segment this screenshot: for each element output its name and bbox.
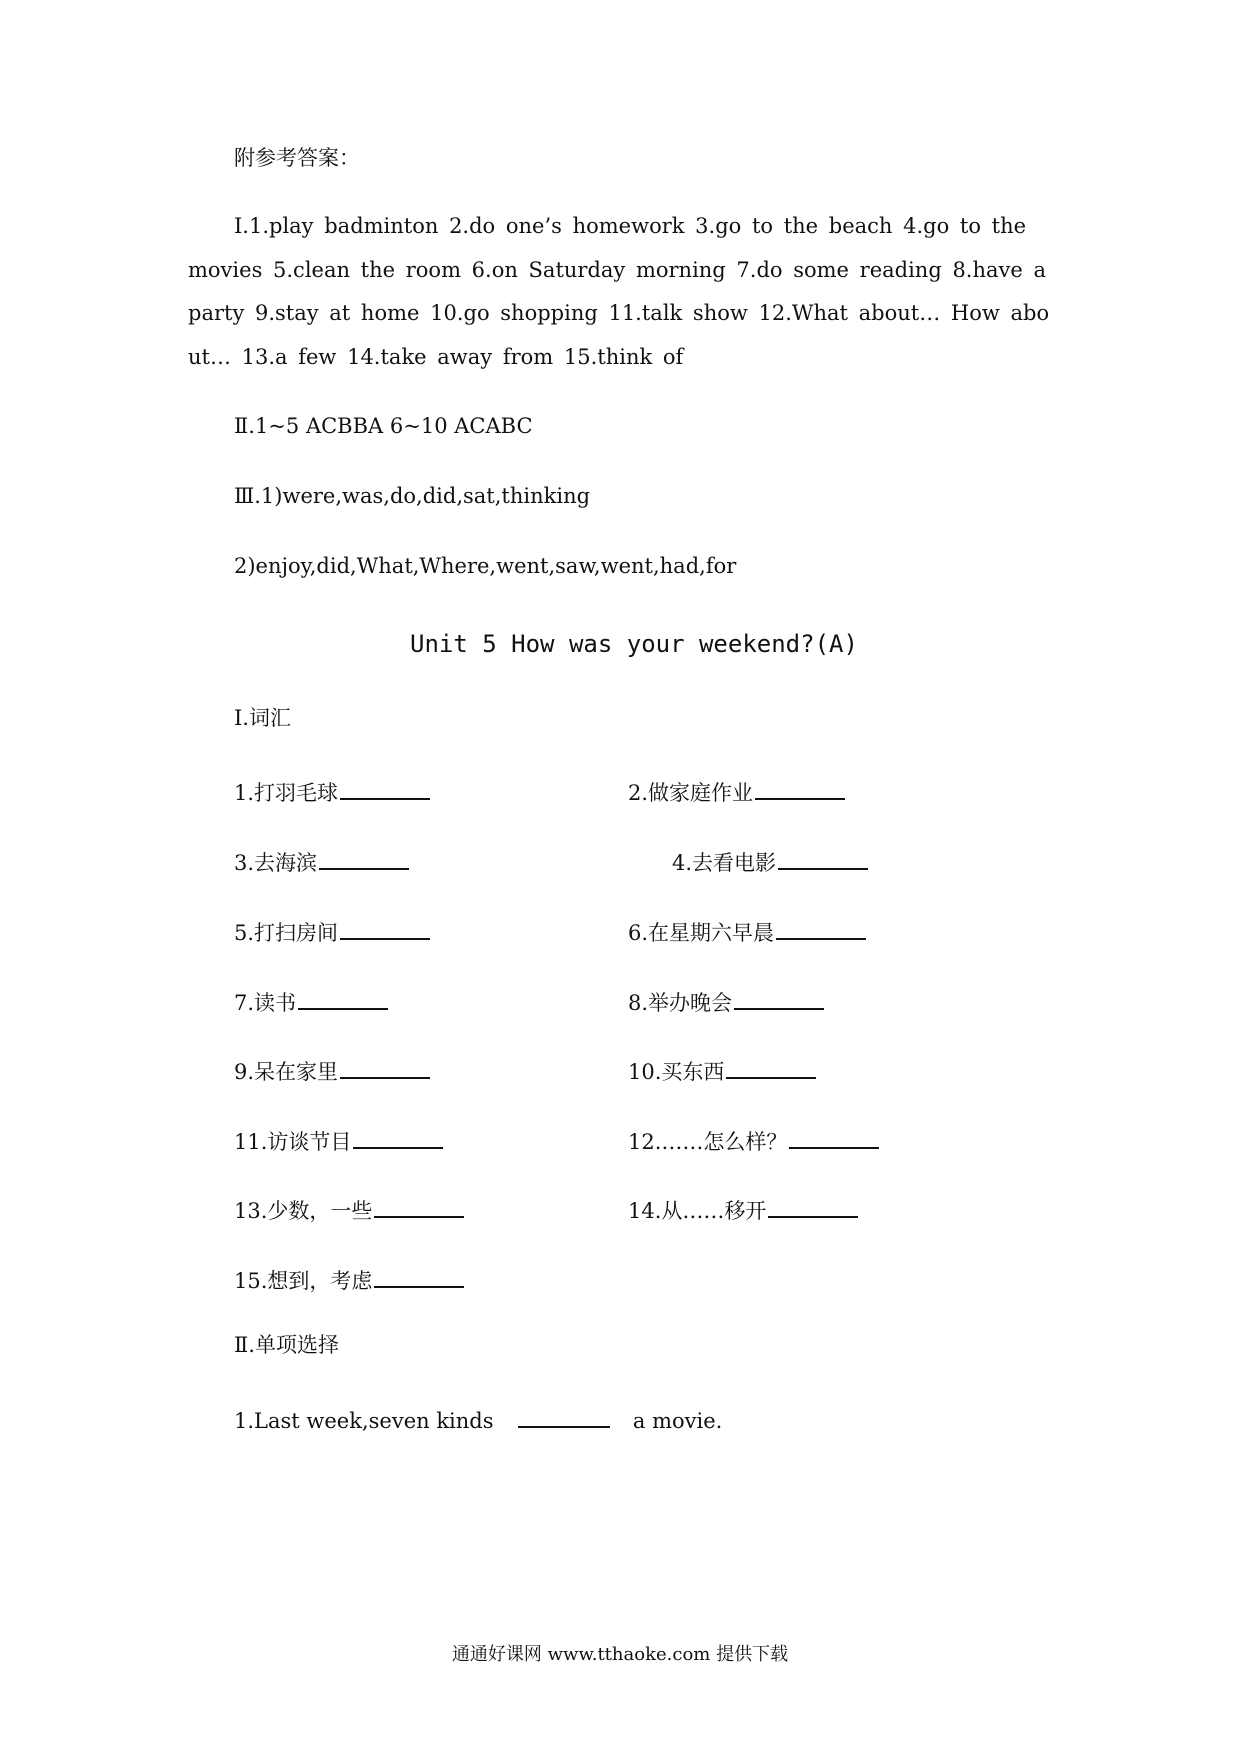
answer-blank[interactable] [768,1196,858,1218]
vocab-item-label: 6.在星期六早晨 [628,921,775,945]
answer-blank[interactable] [319,848,409,870]
answer-blank[interactable] [353,1127,443,1149]
vocab-item-label: 11.访谈节目 [234,1130,352,1154]
vocab-item-label: 4.去看电影 [672,851,777,875]
answer-key-part1-line3: party 9.stay at home 10.go shopping 11.talk show 12.What about… How abo [188,301,1050,325]
answer-blank[interactable] [789,1127,879,1149]
answer-blank[interactable] [340,918,430,940]
vocab-item-label: 8.举办晚会 [628,991,733,1015]
answer-key-part1-line4: ut… 13.a few 14.take away from 15.think of [188,345,684,369]
vocab-item [234,778,430,804]
answer-blank[interactable] [726,1057,816,1079]
vocab-item-label: 13.少数，一些 [234,1199,373,1223]
vocab-heading: Ⅰ.词汇 [234,706,291,730]
vocab-item [234,848,409,874]
question-text: 1.Last week,seven kinds [234,1409,494,1433]
answer-blank[interactable] [778,848,868,870]
vocab-item-label: 2.做家庭作业 [628,781,754,805]
answer-blank[interactable] [298,988,388,1010]
vocab-item-label: 15.想到，考虑 [234,1269,373,1293]
choice-heading: Ⅱ.单项选择 [234,1333,339,1357]
vocab-item [234,918,430,944]
answer-key-part1-line2: movies 5.clean the room 6.on Saturday morning 7.do some reading 8.have a [188,258,1047,282]
answer-blank[interactable] [374,1266,464,1288]
page-footer: 通通好课网 www.tthaoke.com 提供下载 [451,1644,789,1665]
vocab-item-label: 7.读书 [234,991,297,1015]
answer-key-part3-2: 2)enjoy,did,What,Where,went,saw,went,had,for [234,554,737,578]
answer-blank[interactable] [340,1057,430,1079]
vocab-item [628,918,866,944]
vocab-item [628,1127,879,1153]
answer-key-part1-line1: Ⅰ.1.play badminton 2.do one’s homework 3.go to the beach 4.go to the [234,214,1027,238]
vocab-item-label: 1.打羽毛球 [234,781,339,805]
vocab-item-label: 12.……怎么样？ [628,1130,788,1154]
answer-key-part2: Ⅱ.1~5 ACBBA 6~10 ACABC [234,414,533,438]
vocab-item-label: 9.呆在家里 [234,1060,339,1084]
answer-key-part3-1: Ⅲ.1)were,was,do,did,sat,thinking [234,484,591,508]
vocab-item [672,848,868,874]
choice-question-1 [234,1406,722,1432]
answer-key-title: 附参考答案： [234,146,360,170]
answer-blank[interactable] [776,918,866,940]
answer-blank[interactable] [734,988,824,1010]
unit-title: Unit 5 How was your weekend?(A) [410,630,858,658]
answer-blank[interactable] [755,778,845,800]
vocab-item [628,1057,816,1083]
vocab-item-label: 10.买东西 [628,1060,725,1084]
answer-blank[interactable] [340,778,430,800]
vocab-item-label: 14.从……移开 [628,1199,767,1223]
vocab-item-label: 5.打扫房间 [234,921,339,945]
vocab-item [234,1196,464,1222]
vocab-item-label: 3.去海滨 [234,851,318,875]
vocab-item [234,1266,464,1292]
question-text: a movie. [632,1409,723,1433]
vocab-item [234,1127,443,1153]
vocab-item [234,988,388,1014]
answer-blank[interactable] [374,1196,464,1218]
vocab-item [628,988,824,1014]
answer-blank[interactable] [518,1406,610,1428]
vocab-item [628,778,845,804]
vocab-item [234,1057,430,1083]
vocab-item [628,1196,858,1222]
